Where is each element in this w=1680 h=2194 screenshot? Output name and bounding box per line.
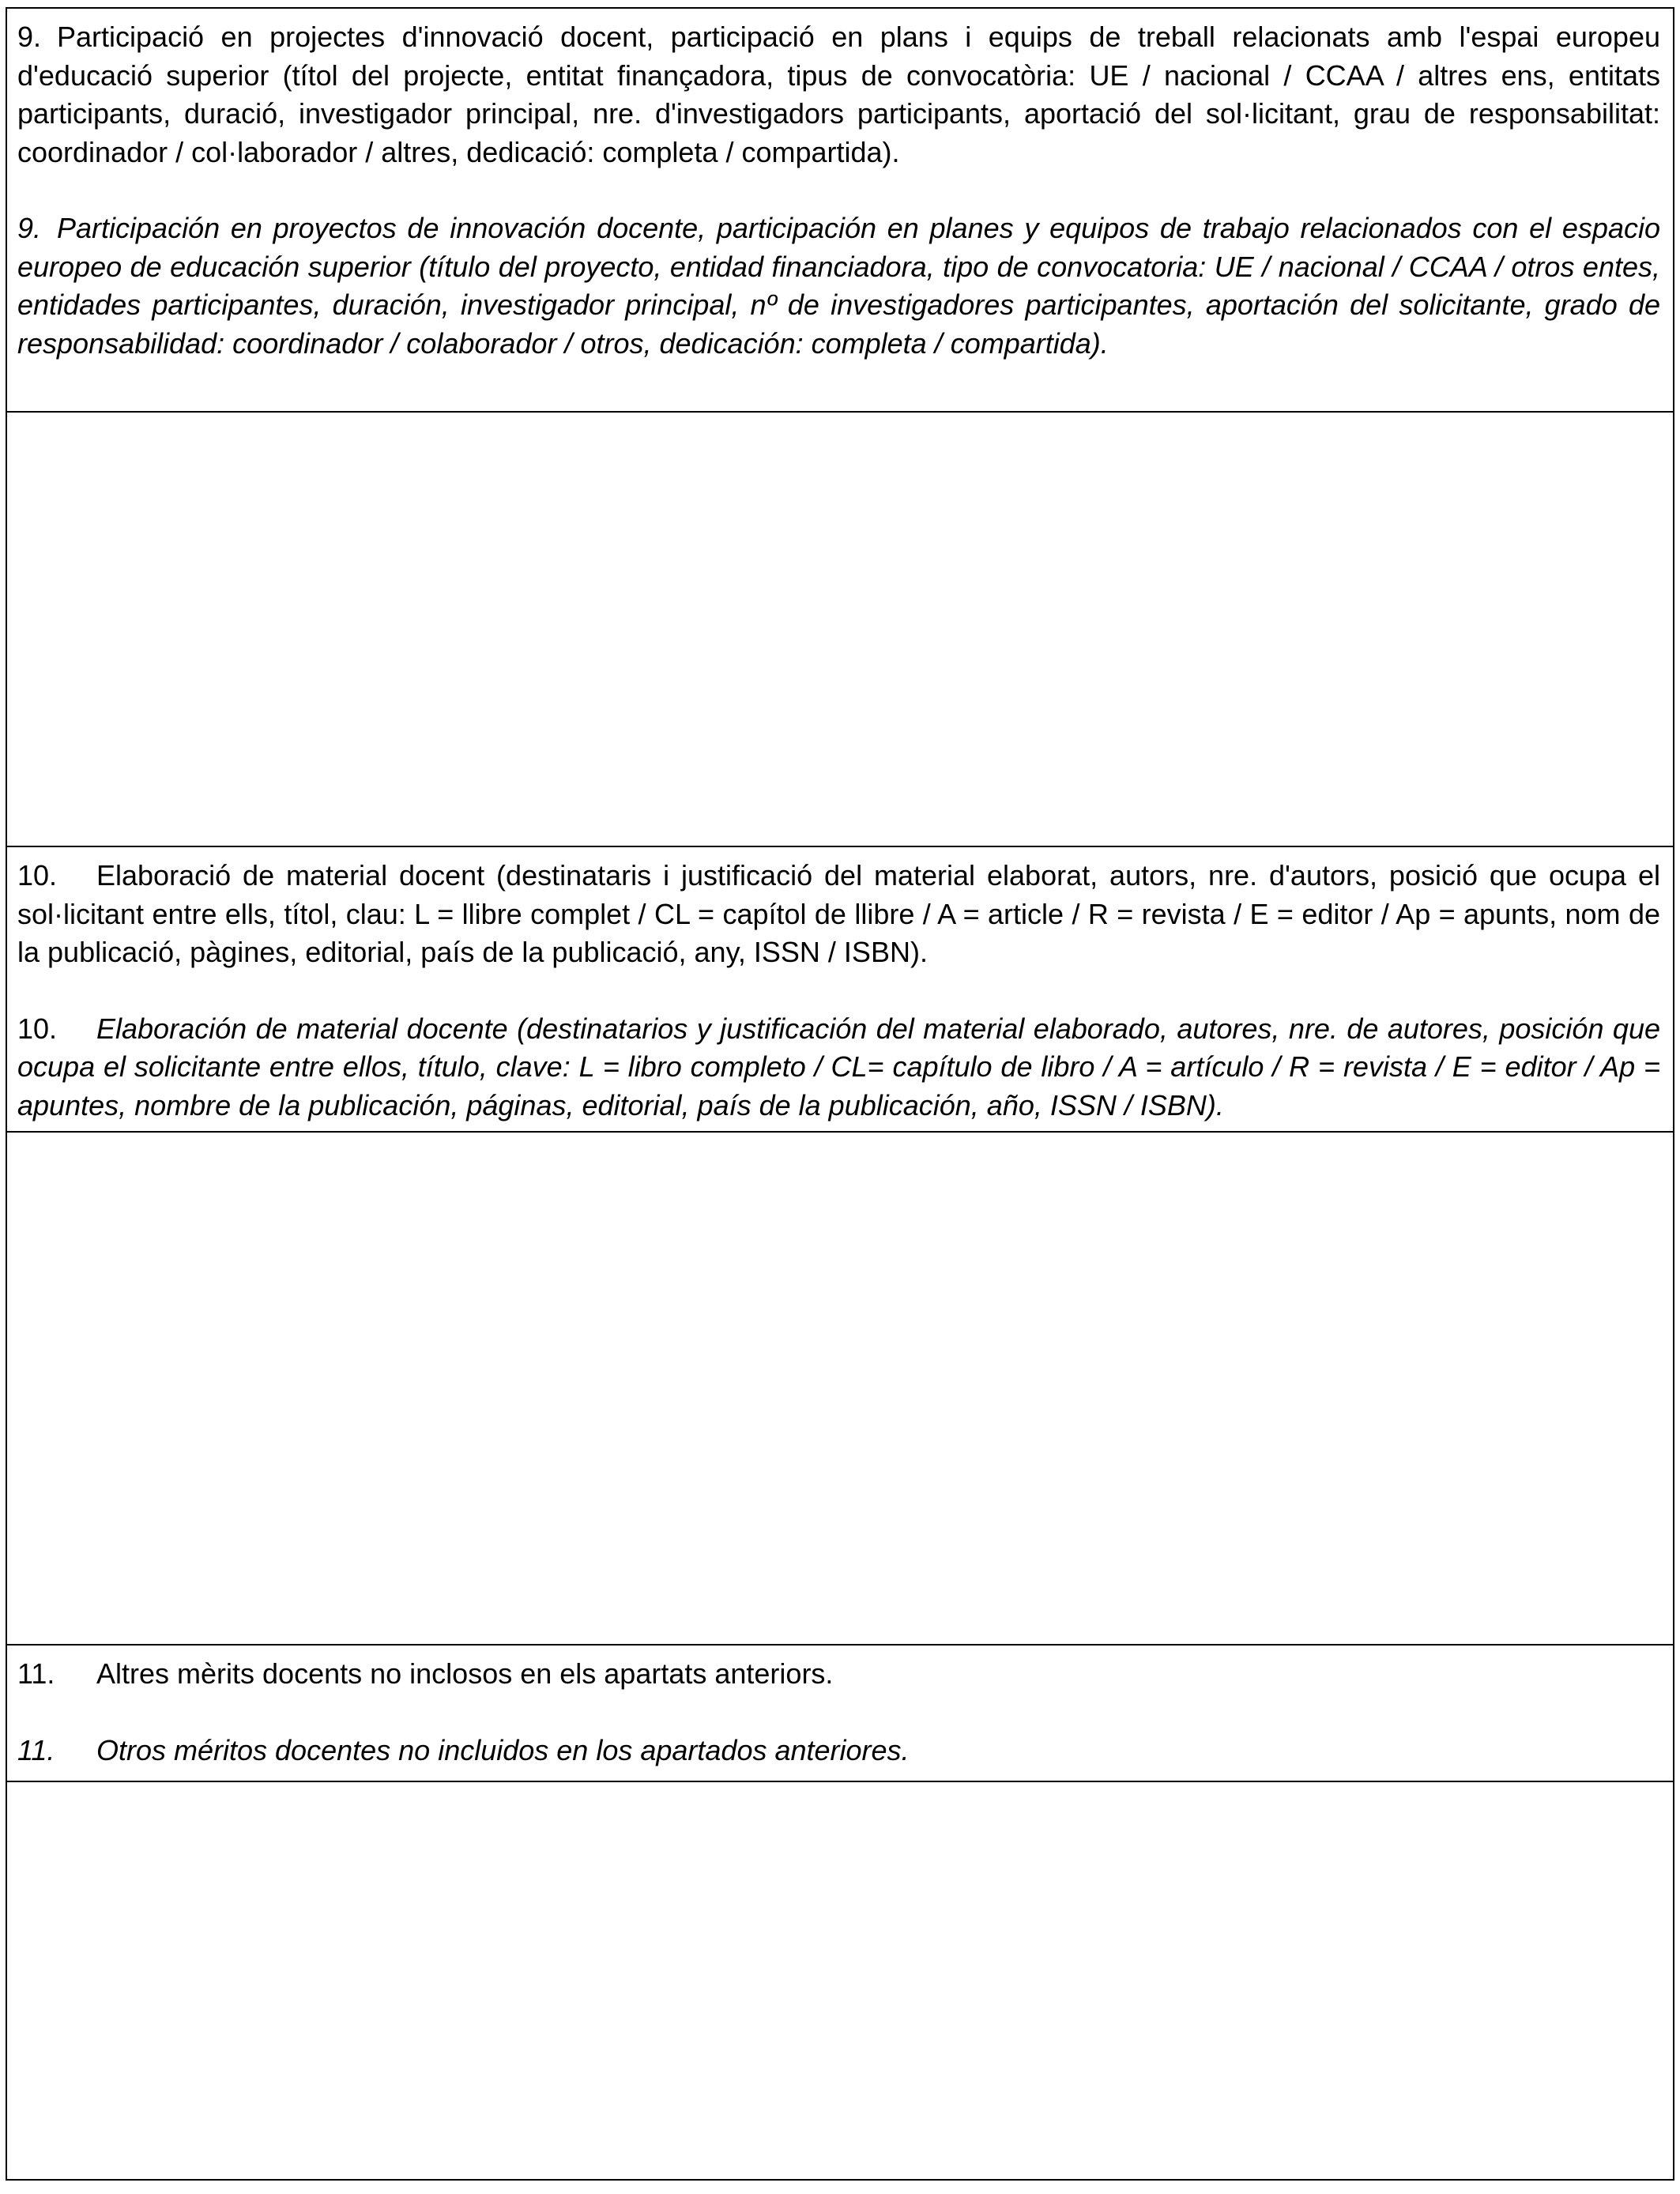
- section-9-answer-area[interactable]: [7, 413, 1673, 847]
- section-9-text-catalan: [17, 18, 1660, 172]
- section-11-header: [7, 1646, 1673, 1782]
- merits-form-table: [6, 7, 1674, 2181]
- section-10-answer-area[interactable]: [7, 1133, 1673, 1646]
- section-10-header: [7, 847, 1673, 1133]
- section-9-text-spanish: [17, 209, 1660, 363]
- section-11-text-spanish: [17, 1732, 1660, 1770]
- section-description: Elaboración de material docente (destinatarios y justificación del material elaborado, autores, nre. de autores, posición que ocupa el solicitante entre ellos, título, clave: L = libro completo / CL= capítulo de libro / A = artículo / R = revista / E = editor / Ap = apuntes, nombre de la publicación, páginas, editorial, país de la publicación, año, ISSN / ISBN).: [17, 1012, 1660, 1122]
- section-number: 10.: [17, 859, 58, 892]
- section-description: Participació en projectes d'innovació docent, participació en plans i equips de treball relacionats amb l'espai europeu d'educació superior (títol del projecte, entitat finançadora, tipus de convocatòria: UE / nacional / CCAA / altres ens, entitats participants, duració, investigador principal, nre. d'investigadors participants, aportació del sol·licitant, grau de responsabilitat: coordinador / col·laborador / altres, dedicació: completa / compartida).: [17, 21, 1660, 168]
- section-10-text-catalan: [17, 857, 1660, 972]
- section-11-text-catalan: [17, 1655, 1660, 1694]
- section-number: 9.: [17, 21, 42, 53]
- section-number: 10.: [17, 1012, 58, 1045]
- section-11-answer-area[interactable]: [7, 1782, 1673, 2179]
- section-number: 9.: [17, 212, 42, 244]
- section-9-header: [7, 9, 1673, 413]
- section-description: Otros méritos docentes no incluidos en los apartados anteriores.: [96, 1733, 910, 1766]
- section-10-text-spanish: [17, 1010, 1660, 1125]
- section-number: 11.: [17, 1657, 55, 1690]
- section-number: 11.: [17, 1733, 55, 1766]
- section-description: Participación en proyectos de innovación docente, participación en planes y equipos de trabajo relacionados con el espacio europeo de educación superior (título del proyecto, entidad financiadora, tipo de convocatoria: UE / nacional / CCAA / otros entes, entidades participantes, duración, investigador principal, nº de investigadores participantes, aportación del solicitante, grado de responsabilidad: coordinador / colaborador / otros, dedicación: completa / compartida).: [17, 212, 1660, 360]
- section-description: Elaboració de material docent (destinataris i justificació del material elaborat, autors, nre. d'autors, posició que ocupa el sol·licitant entre ells, títol, clau: L = llibre complet / CL = capítol de llibre / A = article / R = revista / E = editor / Ap = apunts, nom de la publicació, pàgines, editorial, país de la publicació, any, ISSN / ISBN).: [17, 859, 1660, 968]
- section-description: Altres mèrits docents no inclosos en els apartats anteriors.: [96, 1657, 834, 1690]
